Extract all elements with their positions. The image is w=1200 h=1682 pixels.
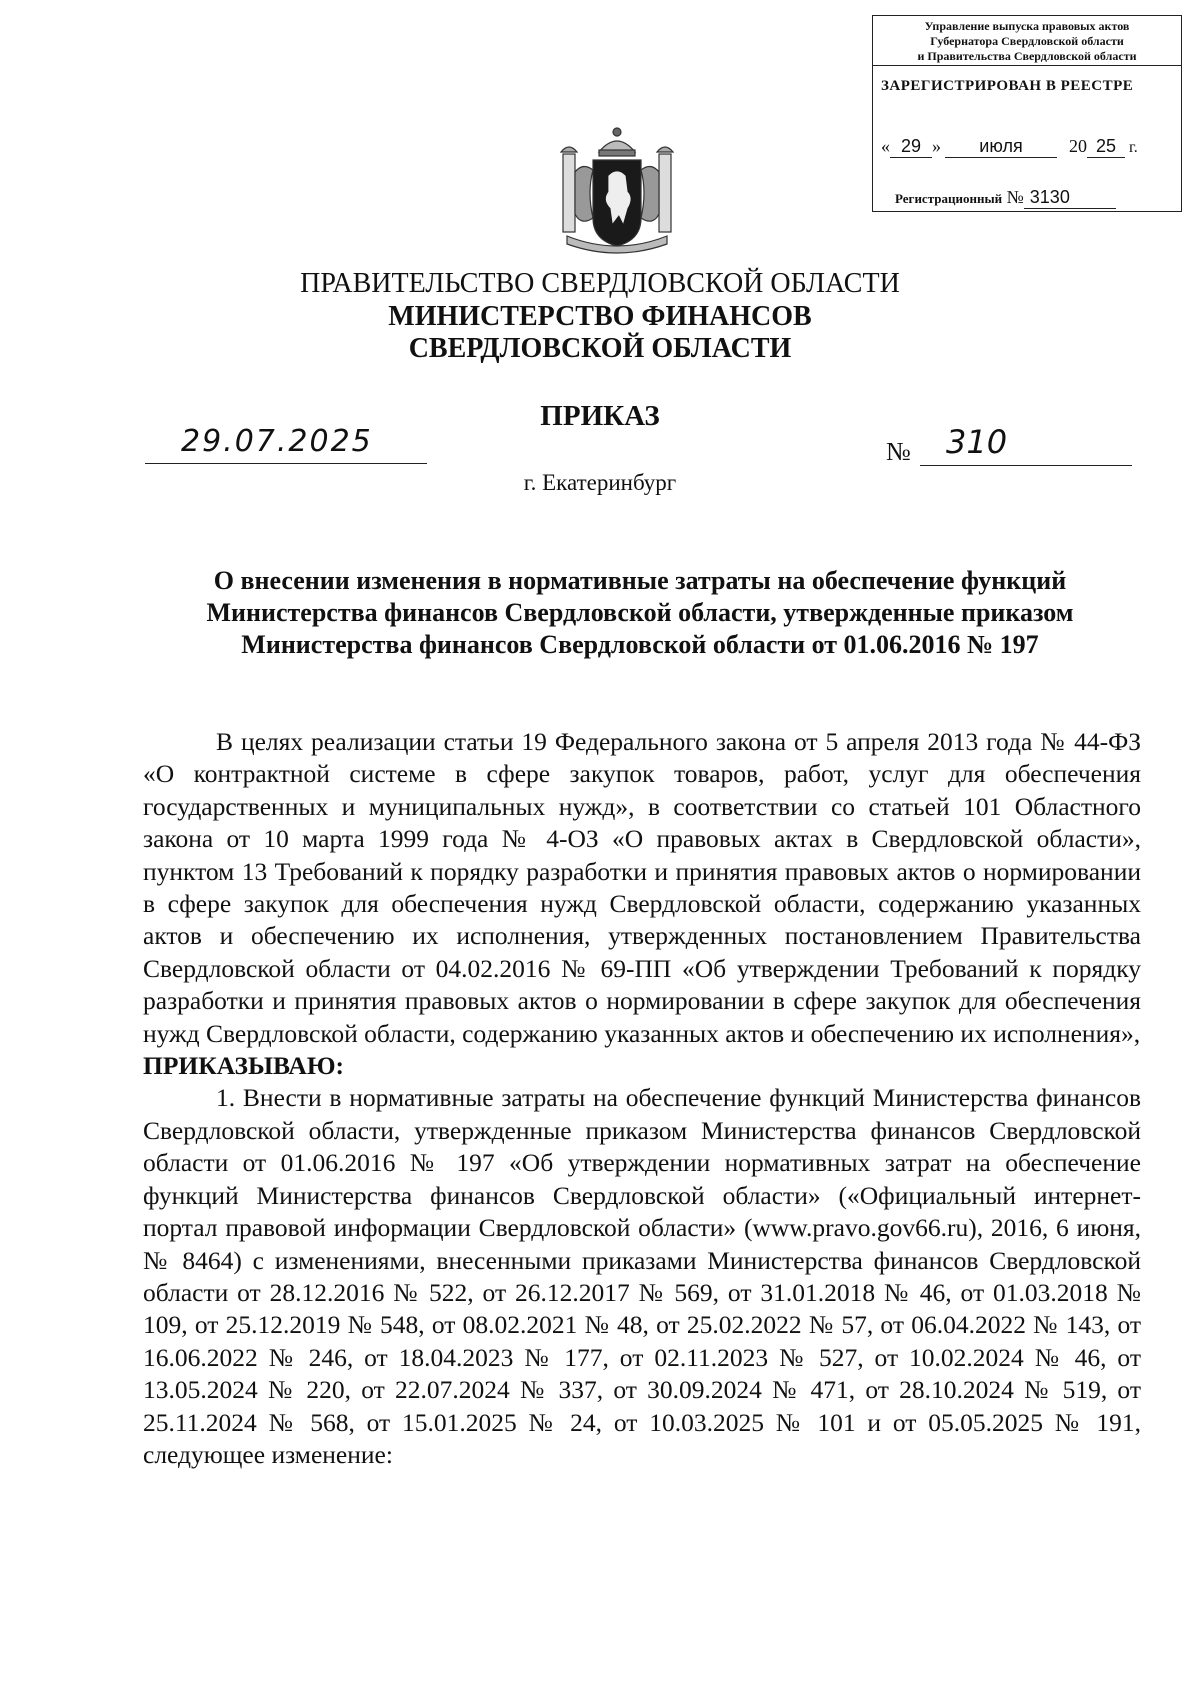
order-word: ПРИКАЗЫВАЮ:: [143, 1051, 345, 1081]
stamp-header-line: Управление выпуска правовых актов: [924, 19, 1130, 33]
order-number-handwritten: 310: [920, 420, 1132, 466]
stamp-year-unit: г.: [1129, 139, 1138, 156]
order-paragraph-1: 1. Внести в нормативные затраты на обеспечение функций Министерства финансов Свердловской области, утвержденные приказом Министерства финансов Свердловской области от 01.06.2016 № 197 «Об утверждении нормативных затрат на обеспечение функций Министерства финансов Свердловской области» («Официальный интернет-портал правовой информации Свердловской области» (www.pravo.gov66.ru), 2016, 6 июня, № 8464) с изменениями, внесенными приказами Министерства финансов Свердловской области от 28.12.2016 № 522, от 26.12.2017 № 569, от 31.01.2018 № 46, от 01.03.2018 № 109, от 25.12.2019 № 548, от 08.02.2021 № 48, от 25.02.2022 № 57, от 06.04.2022 № 143, от 16.06.2022 № 246, от 18.04.2023 № 177, от 02.11.2023 № 527, от 10.02.2024 № 46, от 13.05.2024 № 220, от 22.07.2024 № 337, от 30.09.2024 № 471, от 28.10.2024 № 519, от 25.11.2024 № 568, от 15.01.2025 № 24, от 10.03.2025 № 101 и от 05.05.2025 № 191, следующее изменение:: [143, 1083, 1141, 1469]
document-type: ПРИКАЗ: [540, 400, 660, 432]
document-body: [143, 726, 1141, 1471]
stamp-year-prefix: 20: [1069, 136, 1087, 156]
stamp-number: [895, 187, 1116, 209]
city: г. Екатеринбург: [523, 470, 677, 495]
stamp-reg-number: 3130: [1024, 187, 1116, 209]
order-number-sign: №: [886, 437, 911, 466]
ministry-region: СВЕРДЛОВСКОЙ ОБЛАСТИ: [408, 333, 792, 364]
stamp-month: июля: [945, 136, 1057, 158]
preamble-paragraph: В целях реализации статьи 19 Федерального закона от 5 апреля 2013 года № 44-ФЗ «О контрактной системе в сфере закупок товаров, работ, услуг для обеспечения государственных и муниципальных нужд», в соответствии со статьей 101 Областного закона от 10 марта 1999 года № 4-ОЗ «О правовых актах в Свердловской области», пунктом 13 Требований к порядку разработки и принятия правовых актов о нормировании в сфере закупок для обеспечения нужд Свердловской области, содержанию указанных актов и обеспечению их исполнения, утвержденных постановлением Правительства Свердловской области от 04.02.2016 № 69-ПП «Об утверждении Требований к порядку разработки и принятия правовых актов о нормировании в сфере закупок для обеспечения нужд Свердловской области, содержанию указанных актов и обеспечению их исполнения»,: [143, 727, 1141, 1048]
coat-of-arms-icon: [553, 122, 681, 262]
stamp-header: [873, 16, 1181, 66]
stamp-header-line: Губернатора Свердловской области: [930, 34, 1124, 48]
document-title: О внесении изменения в нормативные затраты на обеспечение функций Министерства финансов Свердловской области, утвержденные приказом Министерства финансов Свердловской области от 01.06.2016 № 197: [206, 566, 1074, 659]
stamp-year-suffix: 25: [1087, 136, 1125, 158]
stamp-reg-label: Регистрационный: [895, 191, 1003, 206]
stamp-date: « 29 » июля 20 25 г.: [881, 136, 1138, 156]
ministry-name: МИНИСТЕРСТВО ФИНАНСОВ: [388, 301, 812, 332]
stamp-registered-label: ЗАРЕГИСТРИРОВАН В РЕЕСТРЕ: [881, 78, 1134, 94]
registration-stamp: [872, 15, 1182, 212]
stamp-day: 29: [890, 136, 932, 158]
order-date-handwritten: 29.07.2025: [145, 420, 427, 464]
stamp-num-sign: №: [1006, 187, 1024, 207]
government-name: ПРАВИТЕЛЬСТВО СВЕРДЛОВСКОЙ ОБЛАСТИ: [300, 268, 900, 299]
stamp-header-line: и Правительства Свердловской области: [917, 49, 1137, 63]
